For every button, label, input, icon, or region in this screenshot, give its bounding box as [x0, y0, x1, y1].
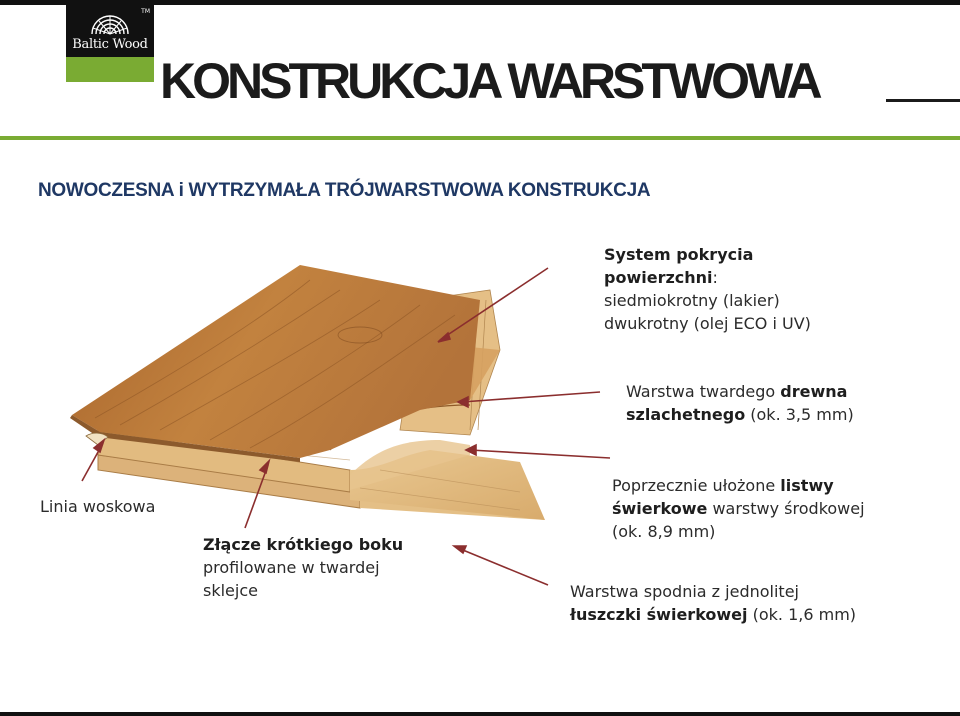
brand-name: Baltic Wood [72, 37, 148, 52]
page-subtitle: NOWOCZESNA i WYTRZYMAŁA TRÓJWARSTWOWA KONSTRUKCJA [38, 180, 651, 201]
coating-label-line2-rest: : [712, 268, 718, 287]
coating-label [604, 243, 811, 335]
joint-label-line3: sklejce [203, 581, 258, 600]
coating-label-line2: powierzchni [604, 268, 713, 287]
footer-bar [0, 712, 960, 716]
backing-label-line2: (ok. 1,6 mm) [747, 605, 857, 624]
core-label-bold1: listwy [780, 476, 834, 495]
trademark-mark: TM [141, 8, 150, 15]
core-label-line2: warstwy środkowej [707, 499, 865, 518]
backing-label-bold: łuszczki świerkowej [570, 605, 748, 624]
hardwood-label-line2: (ok. 3,5 mm) [745, 405, 854, 424]
backing-label [570, 580, 856, 626]
hardwood-label-bold1: drewna [780, 382, 848, 401]
core-label-line3: (ok. 8,9 mm) [612, 522, 716, 541]
hardwood-label-line1: Warstwa twardego [626, 382, 781, 401]
hardwood-label-bold2: szlachetnego [626, 405, 746, 424]
wax-line-label: Linia woskowa [40, 497, 156, 516]
joint-label [203, 533, 403, 602]
coating-label-line1: System pokrycia [604, 245, 754, 264]
core-label-line1: Poprzecznie ułożone [612, 476, 781, 495]
core-label-bold2: świerkowe [612, 499, 708, 518]
core-label [612, 474, 865, 543]
joint-label-line1: Złącze krótkiego boku [203, 535, 404, 554]
coating-label-line4: dwukrotny (olej ECO i UV) [604, 314, 811, 333]
coating-label-line3: siedmiokrotny (lakier) [604, 291, 780, 310]
backing-label-line1: Warstwa spodnia z jednolitej [570, 582, 799, 601]
hardwood-label [626, 380, 854, 426]
joint-label-line2: profilowane w twardej [203, 558, 380, 577]
page-title: KONSTRUKCJA WARSTWOWA [160, 53, 819, 109]
oak-surface [70, 265, 480, 462]
